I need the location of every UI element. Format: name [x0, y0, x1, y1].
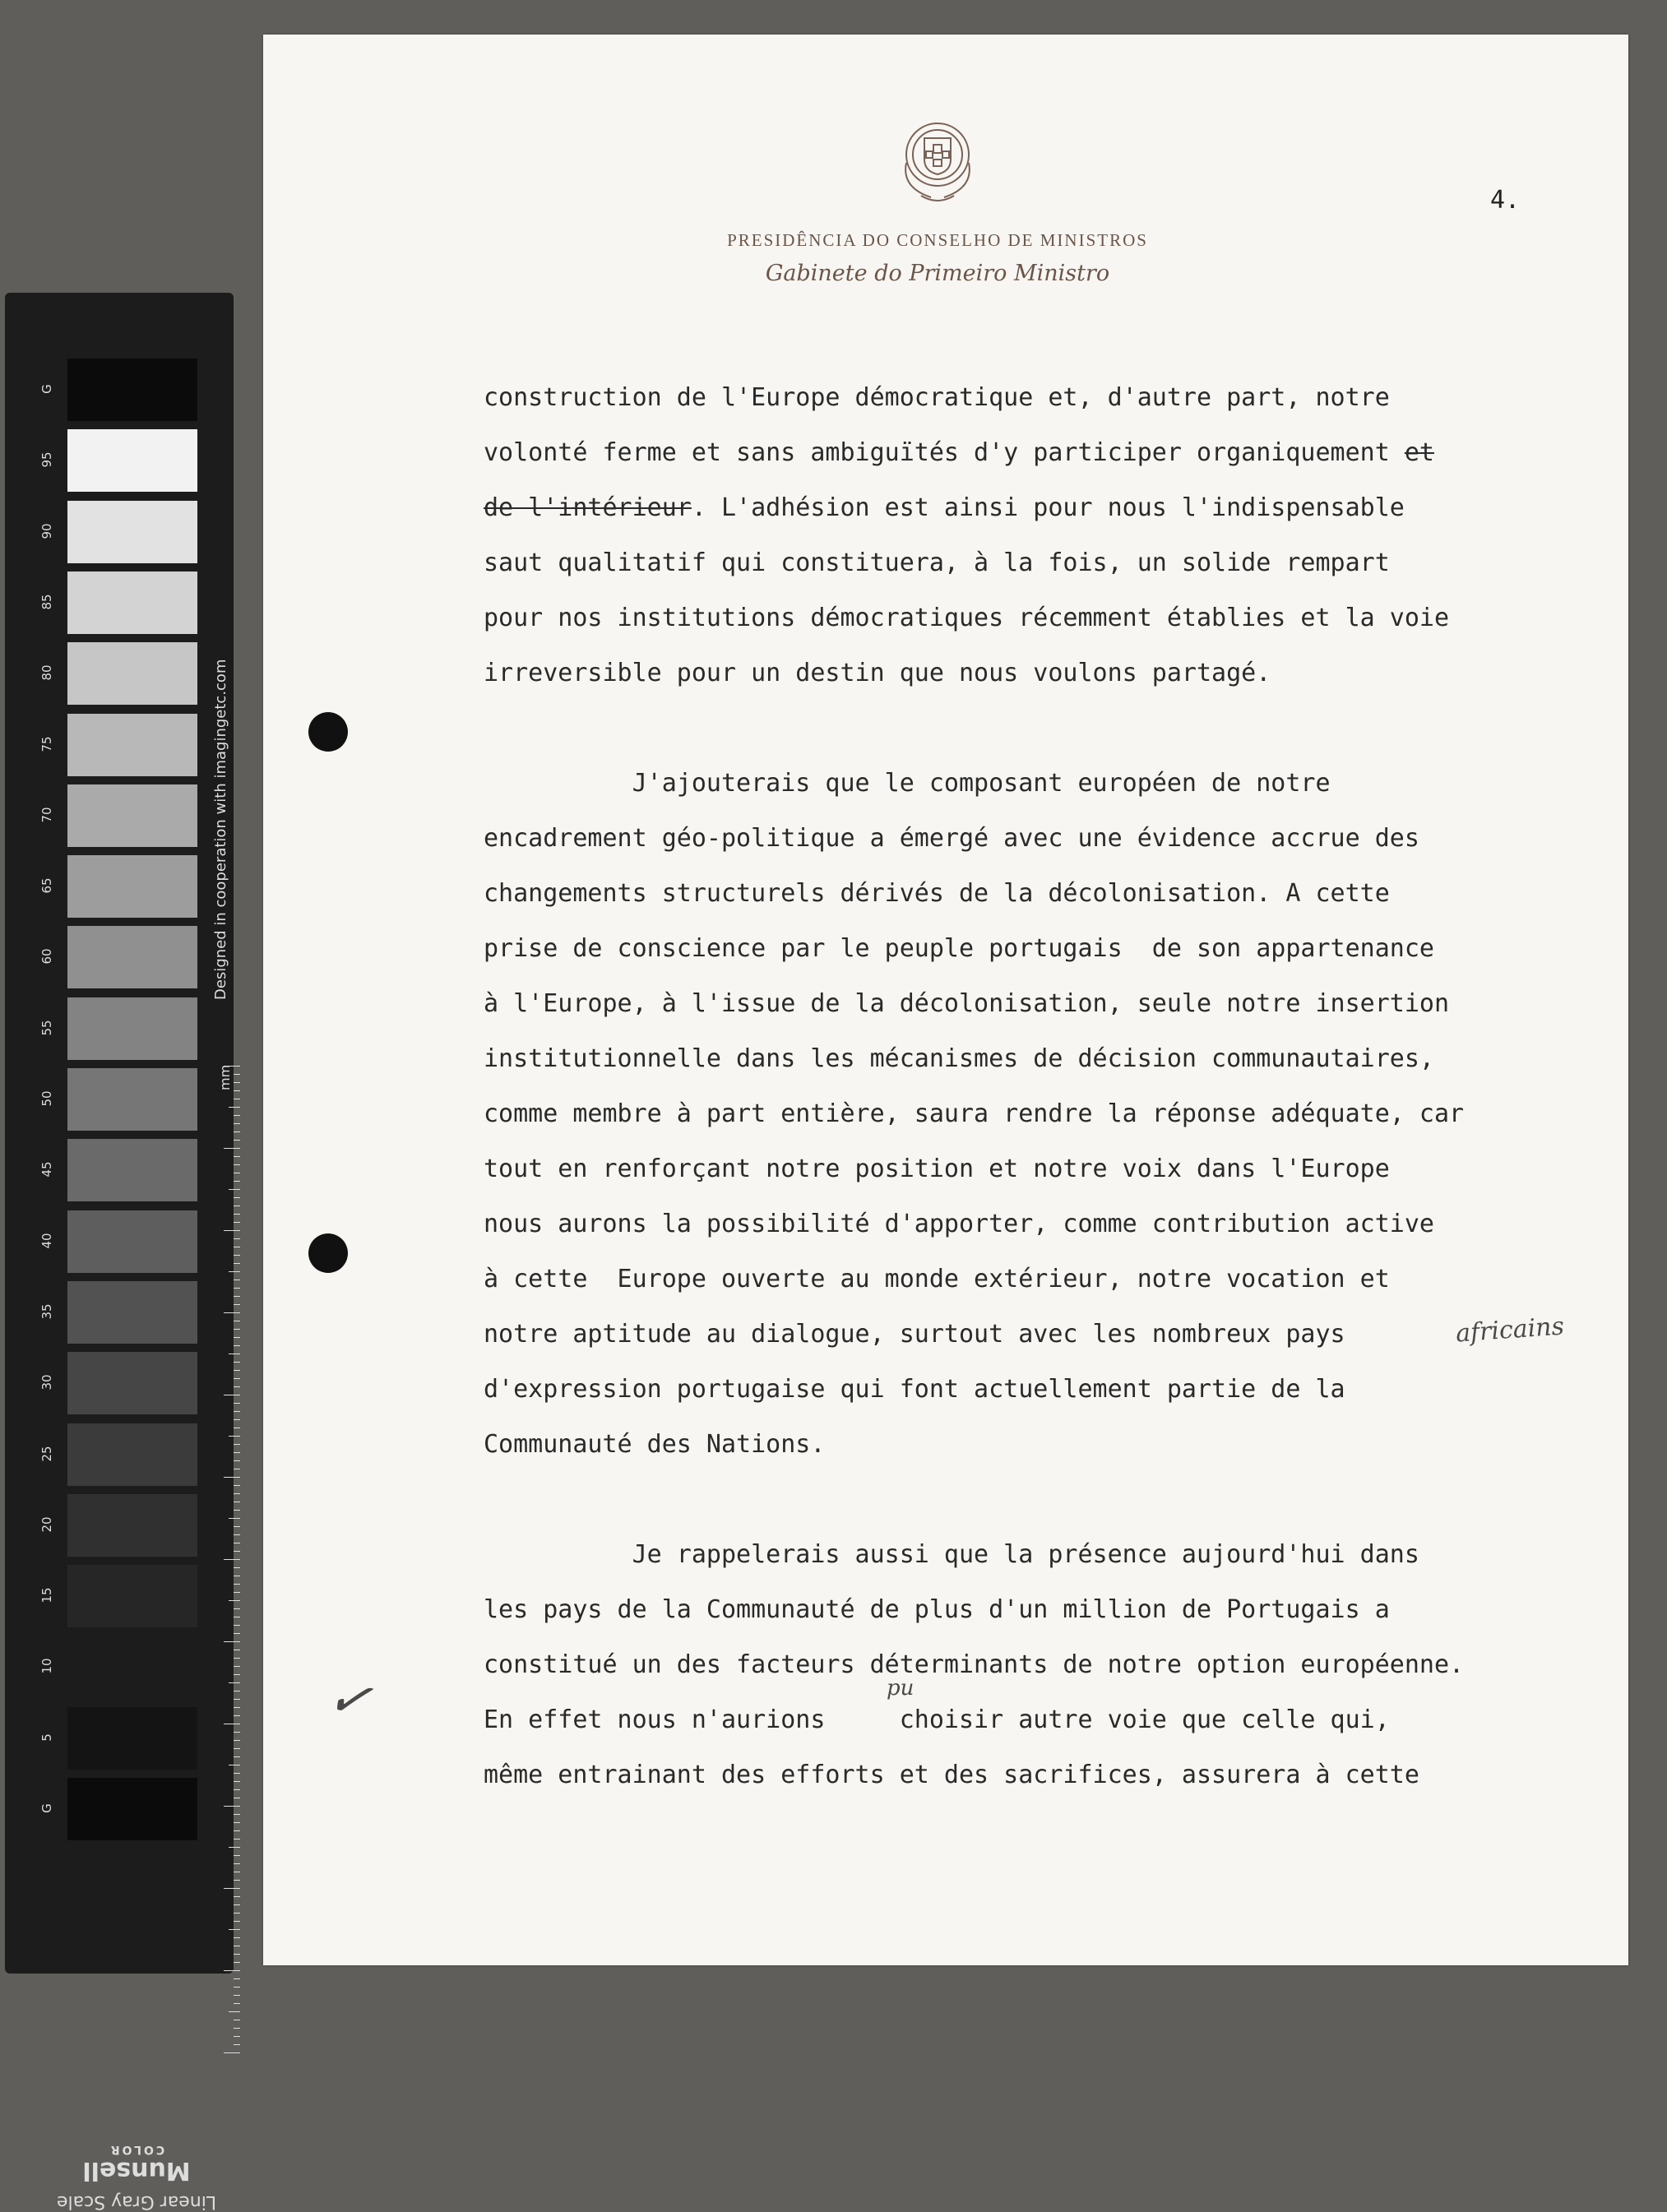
text-line: Je rappelerais aussi que la présence aujourd'hui dans: [484, 1540, 1419, 1569]
gray-patch: [67, 642, 197, 705]
handwritten-annotation: pu: [887, 1676, 915, 1701]
text-line: notre aptitude au dialogue, surtout avec les nombreux pays: [484, 1320, 1345, 1349]
gray-patch: [67, 926, 197, 988]
coat-of-arms-icon: [888, 113, 987, 212]
ruler-unit: mm: [217, 1064, 233, 1090]
card-credit: Designed in cooperation with imagingetc.com: [212, 659, 229, 1000]
gray-patch: [67, 1281, 197, 1344]
patch-label: 5: [39, 1733, 54, 1742]
gray-patch: [67, 784, 197, 847]
gray-patch: [67, 855, 197, 918]
gray-patch: [67, 501, 197, 563]
text-line: les pays de la Communauté de plus d'un million de Portugais a: [484, 1595, 1390, 1624]
letterhead: [674, 113, 1201, 286]
patch-label: 65: [39, 877, 54, 894]
paragraph-3: [484, 1527, 1602, 1802]
text-line: à cette Europe ouverte au monde extérieur, notre vocation et: [484, 1265, 1390, 1293]
gray-patch: [67, 1352, 197, 1414]
patch-label: 35: [39, 1303, 54, 1320]
gray-patch: [67, 1494, 197, 1557]
struck-text: et: [1404, 438, 1434, 467]
text-line: [484, 480, 1602, 535]
patch-label: 50: [39, 1090, 54, 1107]
patch-label: 15: [39, 1587, 54, 1603]
text-line: saut qualitatif qui constituera, à la fois, un solide rempart: [484, 548, 1390, 577]
patch-label: 75: [39, 735, 54, 752]
gray-scale-card: [5, 293, 234, 2212]
text-segment: volonté ferme et sans ambiguïtés d'y participer organiquement: [484, 438, 1390, 467]
patch-label: 25: [39, 1445, 54, 1462]
patch-label: 10: [39, 1658, 54, 1674]
gray-patch: [67, 714, 197, 776]
text-line: changements structurels dérivés de la décolonisation. A cette: [484, 879, 1390, 908]
text-line: institutionnelle dans les mécanismes de décision communautaires,: [484, 1044, 1434, 1073]
document-body: [484, 370, 1602, 1802]
text-line: encadrement géo-politique a émergé avec une évidence accrue des: [484, 824, 1419, 853]
text-line: irreversible pour un destin que nous voulons partagé.: [484, 659, 1271, 687]
gray-patch: [67, 1068, 197, 1131]
gray-patch: [67, 1707, 197, 1770]
gray-patch: [67, 997, 197, 1060]
patch-label: 90: [39, 523, 54, 539]
text-segment: . L'adhésion est ainsi pour nous l'indispensable: [691, 493, 1405, 522]
text-line: Communauté des Nations.: [484, 1430, 826, 1459]
cabinet-name: Gabinete do Primeiro Ministro: [765, 261, 1110, 286]
handwritten-annotation: africains: [1454, 1312, 1565, 1349]
check-mark-icon: ✓: [321, 1665, 377, 1734]
text-line: [484, 425, 1602, 480]
page-number: 4.: [1490, 186, 1521, 215]
text-line: construction de l'Europe démocratique et, d'autre part, notre: [484, 383, 1390, 412]
paragraph-2: [484, 756, 1602, 1472]
patch-label: G: [39, 1803, 54, 1813]
gray-patch: [67, 1423, 197, 1486]
text-line: pour nos institutions démocratiques récemment établies et la voie: [484, 604, 1449, 632]
punch-hole: [308, 712, 348, 752]
patch-label: 70: [39, 807, 54, 823]
brand-sub: COLOR: [108, 2143, 165, 2156]
punch-hole: [308, 1233, 348, 1273]
gray-patch: [67, 429, 197, 492]
patch-label: 95: [39, 451, 54, 468]
patch-label: 20: [39, 1516, 54, 1533]
text-line: En effet nous n'aurions choisir autre voie que celle qui,: [484, 1705, 1390, 1734]
text-line: tout en renforçant notre position et notre voix dans l'Europe: [484, 1155, 1390, 1183]
text-line: prise de conscience par le peuple portugais de son appartenance: [484, 934, 1434, 963]
text-line: J'ajouterais que le composant européen de notre: [484, 769, 1331, 798]
patch-label: 40: [39, 1233, 54, 1249]
organization-name: PRESIDÊNCIA DO CONSELHO DE MINISTROS: [727, 230, 1148, 250]
card-title: Linear Gray Scale: [56, 2191, 217, 2212]
gray-patch: [67, 359, 197, 421]
struck-text: de l'intérieur: [484, 493, 692, 522]
gray-patch: [67, 572, 197, 634]
gray-patch: [67, 1636, 197, 1698]
patch-label: G: [39, 384, 54, 394]
card-footer: [54, 2143, 219, 2212]
text-line: constitué un des facteurs déterminants de notre option européenne.: [484, 1650, 1465, 1679]
munsell-logo: [54, 2143, 219, 2185]
patch-label: 30: [39, 1374, 54, 1391]
text-line: à l'Europe, à l'issue de la décolonisation, seule notre insertion: [484, 989, 1449, 1018]
text-line: nous aurons la possibilité d'apporter, comme contribution active: [484, 1210, 1434, 1238]
patch-label: 85: [39, 594, 54, 610]
text-line: comme membre à part entière, saura rendre la réponse adéquate, car: [484, 1099, 1465, 1128]
gray-patch: [67, 1565, 197, 1627]
patch-label: 80: [39, 664, 54, 681]
text-line: même entrainant des efforts et des sacrifices, assurera à cette: [484, 1761, 1419, 1789]
gray-patch: [67, 1778, 197, 1840]
gray-patch: [67, 1210, 197, 1273]
gray-patch: [67, 1139, 197, 1201]
patch-label: 55: [39, 1020, 54, 1036]
patch-label: 60: [39, 948, 54, 965]
brand-name: Munsell: [82, 2156, 191, 2185]
text-line: d'expression portugaise qui font actuellement partie de la: [484, 1375, 1345, 1404]
mm-ruler: [222, 1066, 240, 2069]
patch-label: 45: [39, 1161, 54, 1178]
